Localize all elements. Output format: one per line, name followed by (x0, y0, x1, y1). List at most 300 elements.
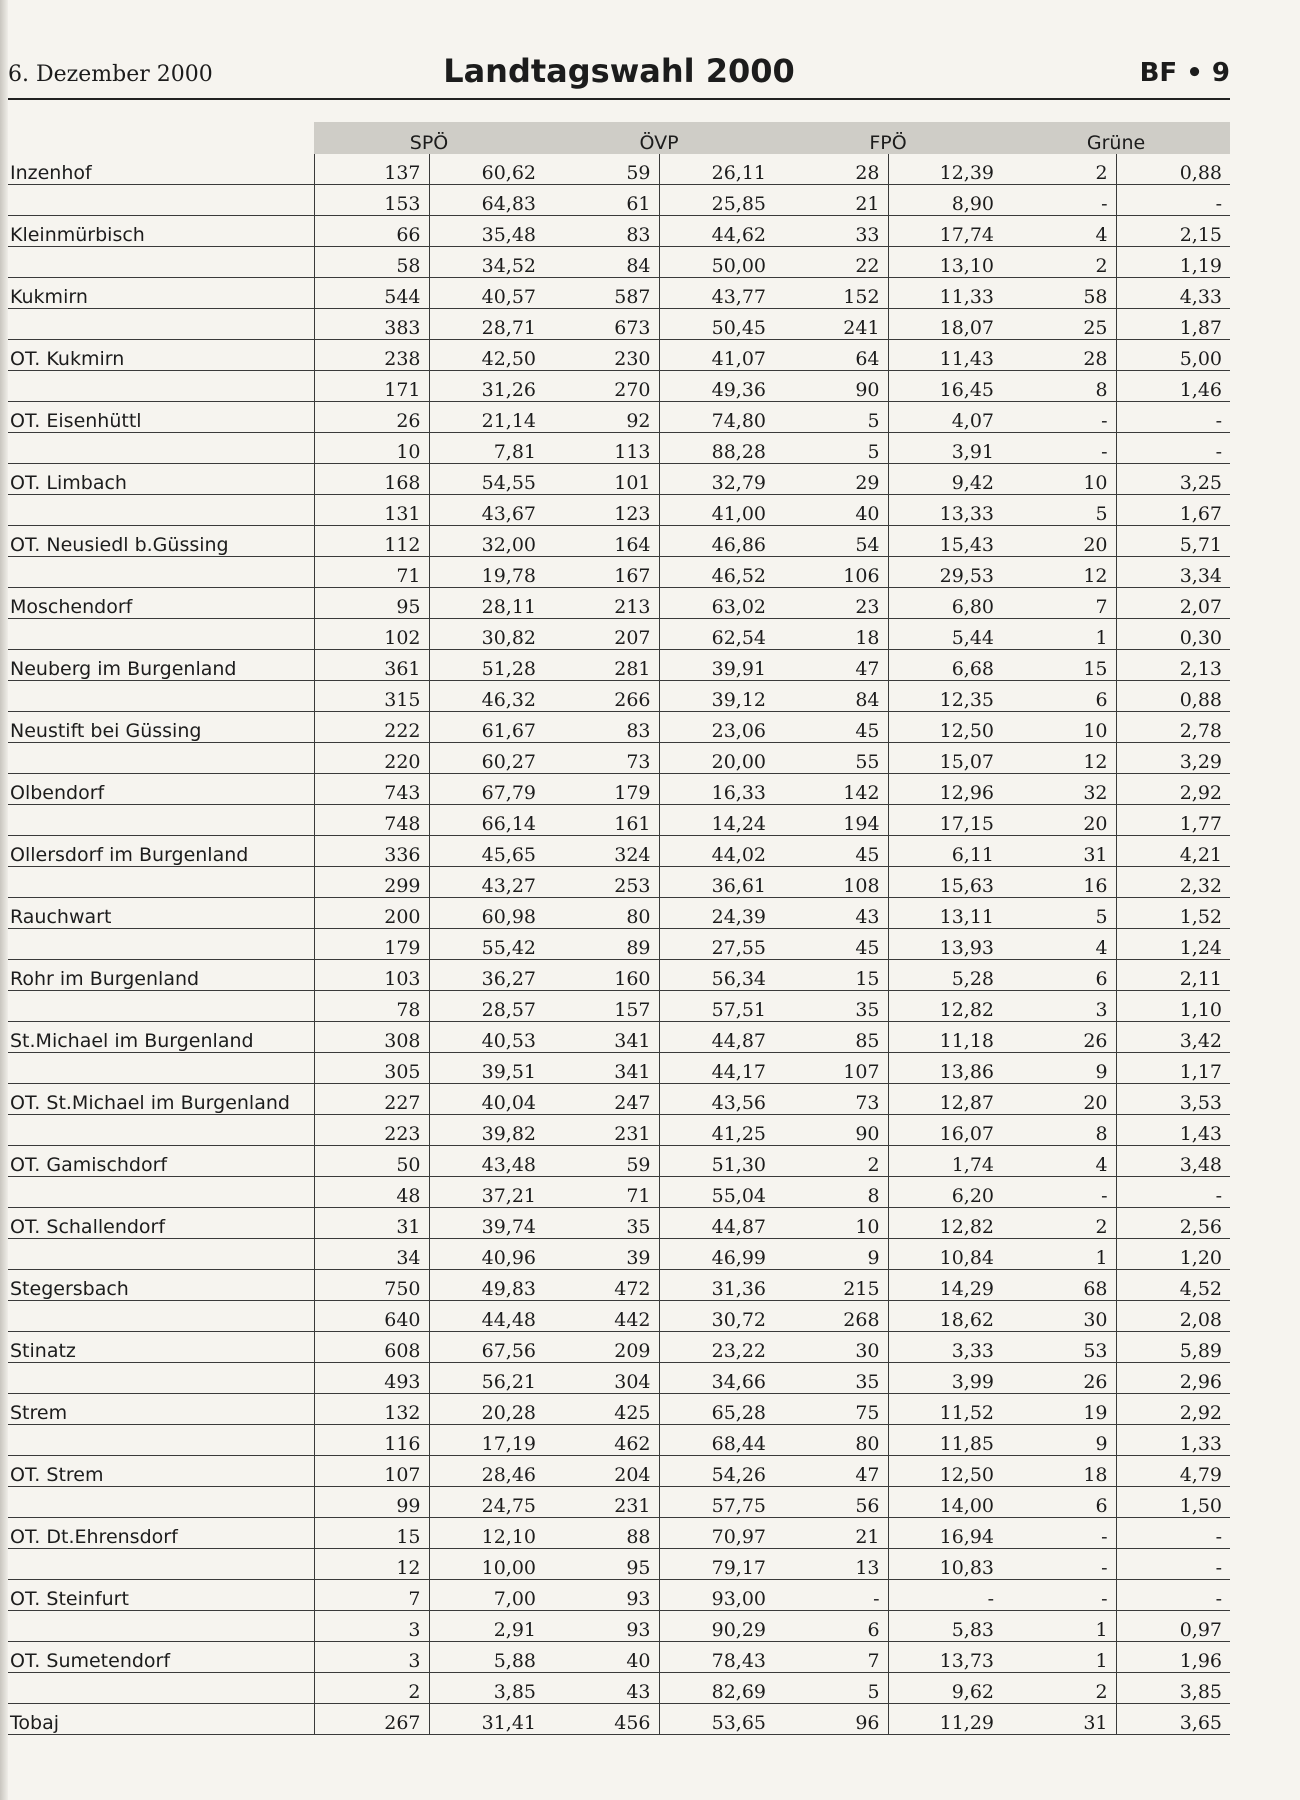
table-row (8, 1301, 1230, 1332)
grune-votes-cell: 7 (1002, 588, 1116, 619)
fpo-votes-cell: 45 (774, 712, 888, 743)
ovp-votes-cell: 59 (544, 154, 659, 185)
fpo-percent-cell: 11,18 (888, 1022, 1002, 1053)
municipality-name (8, 929, 314, 960)
ovp-percent-cell: 53,65 (659, 1704, 774, 1735)
grune-votes-cell: - (1002, 1549, 1116, 1580)
fpo-votes-cell: 13 (774, 1549, 888, 1580)
grune-percent-cell: 2,08 (1116, 1301, 1230, 1332)
ovp-votes-cell: 425 (544, 1394, 659, 1425)
spo-percent-cell: 5,88 (429, 1642, 544, 1673)
grune-percent-cell: - (1116, 402, 1230, 433)
ovp-votes-cell: 472 (544, 1270, 659, 1301)
municipality-name: Ollersdorf im Burgenland (8, 836, 314, 867)
spo-percent-cell: 60,27 (429, 743, 544, 774)
ovp-percent-cell: 78,43 (659, 1642, 774, 1673)
grune-percent-cell: 3,42 (1116, 1022, 1230, 1053)
page-edge (0, 0, 8, 1800)
spo-percent-cell: 28,46 (429, 1456, 544, 1487)
spo-votes-cell: 116 (314, 1425, 429, 1456)
grune-percent-cell: 3,25 (1116, 464, 1230, 495)
ovp-votes-cell: 92 (544, 402, 659, 433)
column-header-grune: Grüne (1002, 122, 1230, 154)
grune-votes-cell: 26 (1002, 1363, 1116, 1394)
ovp-percent-cell: 82,69 (659, 1673, 774, 1704)
table-row (8, 1332, 1230, 1363)
grune-percent-cell: 2,13 (1116, 650, 1230, 681)
ovp-percent-cell: 88,28 (659, 433, 774, 464)
table-row (8, 464, 1230, 495)
grune-votes-cell: 5 (1002, 495, 1116, 526)
municipality-name (8, 1053, 314, 1084)
ovp-percent-cell: 41,00 (659, 495, 774, 526)
fpo-percent-cell: 14,29 (888, 1270, 1002, 1301)
ovp-votes-cell: 39 (544, 1239, 659, 1270)
fpo-percent-cell: 12,82 (888, 1208, 1002, 1239)
fpo-votes-cell: - (774, 1580, 888, 1611)
grune-percent-cell: 2,56 (1116, 1208, 1230, 1239)
municipality-name: Kleinmürbisch (8, 216, 314, 247)
fpo-votes-cell: 7 (774, 1642, 888, 1673)
ovp-percent-cell: 41,25 (659, 1115, 774, 1146)
spo-votes-cell: 95 (314, 588, 429, 619)
spo-votes-cell: 112 (314, 526, 429, 557)
grune-percent-cell: 2,07 (1116, 588, 1230, 619)
spo-percent-cell: 28,71 (429, 309, 544, 340)
table-row (8, 557, 1230, 588)
table-row (8, 1611, 1230, 1642)
fpo-percent-cell: 13,86 (888, 1053, 1002, 1084)
ovp-percent-cell: 44,62 (659, 216, 774, 247)
table-row (8, 991, 1230, 1022)
spo-percent-cell: 3,85 (429, 1673, 544, 1704)
fpo-votes-cell: 28 (774, 154, 888, 185)
spo-votes-cell: 608 (314, 1332, 429, 1363)
grune-votes-cell: 4 (1002, 216, 1116, 247)
fpo-percent-cell: 12,87 (888, 1084, 1002, 1115)
ovp-votes-cell: 442 (544, 1301, 659, 1332)
spo-votes-cell: 99 (314, 1487, 429, 1518)
grune-votes-cell: - (1002, 1177, 1116, 1208)
fpo-votes-cell: 107 (774, 1053, 888, 1084)
fpo-votes-cell: 23 (774, 588, 888, 619)
ovp-percent-cell: 26,11 (659, 154, 774, 185)
grune-votes-cell: 5 (1002, 898, 1116, 929)
fpo-votes-cell: 5 (774, 1673, 888, 1704)
spo-votes-cell: 308 (314, 1022, 429, 1053)
fpo-votes-cell: 40 (774, 495, 888, 526)
spo-votes-cell: 267 (314, 1704, 429, 1735)
grune-votes-cell: 53 (1002, 1332, 1116, 1363)
ovp-votes-cell: 207 (544, 619, 659, 650)
grune-percent-cell: - (1116, 1580, 1230, 1611)
table-row (8, 960, 1230, 991)
spo-votes-cell: 137 (314, 154, 429, 185)
fpo-percent-cell: 12,35 (888, 681, 1002, 712)
table-row (8, 340, 1230, 371)
grune-percent-cell: - (1116, 1549, 1230, 1580)
ovp-votes-cell: 167 (544, 557, 659, 588)
grune-votes-cell: 28 (1002, 340, 1116, 371)
table-row (8, 1022, 1230, 1053)
municipality-name (8, 1611, 314, 1642)
municipality-name: Inzenhof (8, 154, 314, 185)
ovp-votes-cell: 40 (544, 1642, 659, 1673)
municipality-name (8, 1487, 314, 1518)
fpo-percent-cell: - (888, 1580, 1002, 1611)
ovp-percent-cell: 55,04 (659, 1177, 774, 1208)
ovp-percent-cell: 93,00 (659, 1580, 774, 1611)
spo-percent-cell: 31,26 (429, 371, 544, 402)
grune-percent-cell: 5,00 (1116, 340, 1230, 371)
grune-percent-cell: 2,11 (1116, 960, 1230, 991)
table-row (8, 681, 1230, 712)
municipality-name: OT. Neusiedl b.Güssing (8, 526, 314, 557)
ovp-votes-cell: 59 (544, 1146, 659, 1177)
ovp-votes-cell: 281 (544, 650, 659, 681)
ovp-votes-cell: 213 (544, 588, 659, 619)
ovp-votes-cell: 88 (544, 1518, 659, 1549)
page-header (8, 52, 1230, 100)
spo-votes-cell: 544 (314, 278, 429, 309)
fpo-votes-cell: 5 (774, 402, 888, 433)
fpo-percent-cell: 17,74 (888, 216, 1002, 247)
spo-percent-cell: 64,83 (429, 185, 544, 216)
fpo-votes-cell: 47 (774, 650, 888, 681)
spo-votes-cell: 750 (314, 1270, 429, 1301)
spo-percent-cell: 45,65 (429, 836, 544, 867)
ovp-percent-cell: 50,45 (659, 309, 774, 340)
table-row (8, 1239, 1230, 1270)
municipality-name: Kukmirn (8, 278, 314, 309)
spo-percent-cell: 10,00 (429, 1549, 544, 1580)
fpo-percent-cell: 5,28 (888, 960, 1002, 991)
spo-votes-cell: 66 (314, 216, 429, 247)
ovp-percent-cell: 46,99 (659, 1239, 774, 1270)
grune-percent-cell: 3,34 (1116, 557, 1230, 588)
spo-votes-cell: 336 (314, 836, 429, 867)
municipality-name (8, 619, 314, 650)
spo-votes-cell: 223 (314, 1115, 429, 1146)
municipality-name (8, 557, 314, 588)
spo-percent-cell: 39,51 (429, 1053, 544, 1084)
fpo-percent-cell: 6,80 (888, 588, 1002, 619)
table-row (8, 1518, 1230, 1549)
municipality-name: OT. Sumetendorf (8, 1642, 314, 1673)
spo-percent-cell: 40,04 (429, 1084, 544, 1115)
table-row (8, 216, 1230, 247)
ovp-percent-cell: 62,54 (659, 619, 774, 650)
spo-votes-cell: 10 (314, 433, 429, 464)
municipality-name (8, 371, 314, 402)
ovp-votes-cell: 83 (544, 216, 659, 247)
fpo-votes-cell: 35 (774, 1363, 888, 1394)
grune-votes-cell: 9 (1002, 1425, 1116, 1456)
table-row (8, 805, 1230, 836)
table-row (8, 1673, 1230, 1704)
spo-votes-cell: 168 (314, 464, 429, 495)
spo-percent-cell: 30,82 (429, 619, 544, 650)
ovp-votes-cell: 164 (544, 526, 659, 557)
fpo-percent-cell: 12,96 (888, 774, 1002, 805)
spo-percent-cell: 39,74 (429, 1208, 544, 1239)
fpo-votes-cell: 2 (774, 1146, 888, 1177)
grune-votes-cell: 6 (1002, 1487, 1116, 1518)
header-title: Landtagswahl 2000 (443, 52, 795, 90)
fpo-votes-cell: 73 (774, 1084, 888, 1115)
ovp-percent-cell: 46,52 (659, 557, 774, 588)
grune-percent-cell: 1,87 (1116, 309, 1230, 340)
fpo-percent-cell: 5,44 (888, 619, 1002, 650)
fpo-percent-cell: 15,43 (888, 526, 1002, 557)
table-row (8, 1704, 1230, 1735)
grune-percent-cell: 4,21 (1116, 836, 1230, 867)
ovp-percent-cell: 43,77 (659, 278, 774, 309)
fpo-percent-cell: 12,39 (888, 154, 1002, 185)
spo-percent-cell: 56,21 (429, 1363, 544, 1394)
ovp-percent-cell: 57,51 (659, 991, 774, 1022)
grune-votes-cell: 8 (1002, 1115, 1116, 1146)
column-header-ovp: ÖVP (544, 122, 774, 154)
grune-votes-cell: 1 (1002, 1642, 1116, 1673)
ovp-percent-cell: 25,85 (659, 185, 774, 216)
spo-percent-cell: 35,48 (429, 216, 544, 247)
spo-percent-cell: 34,52 (429, 247, 544, 278)
fpo-votes-cell: 21 (774, 1518, 888, 1549)
ovp-votes-cell: 84 (544, 247, 659, 278)
ovp-votes-cell: 341 (544, 1053, 659, 1084)
table-row (8, 1208, 1230, 1239)
grune-percent-cell: - (1116, 1518, 1230, 1549)
grune-percent-cell: 3,29 (1116, 743, 1230, 774)
municipality-name: Strem (8, 1394, 314, 1425)
spo-votes-cell: 26 (314, 402, 429, 433)
table-row (8, 185, 1230, 216)
fpo-percent-cell: 16,94 (888, 1518, 1002, 1549)
table-row (8, 371, 1230, 402)
table-row (8, 836, 1230, 867)
spo-votes-cell: 220 (314, 743, 429, 774)
grune-votes-cell: 10 (1002, 712, 1116, 743)
ovp-votes-cell: 73 (544, 743, 659, 774)
municipality-name (8, 309, 314, 340)
ovp-votes-cell: 95 (544, 1549, 659, 1580)
grune-percent-cell: 2,92 (1116, 1394, 1230, 1425)
fpo-percent-cell: 13,73 (888, 1642, 1002, 1673)
ovp-percent-cell: 32,79 (659, 464, 774, 495)
table-row (8, 1425, 1230, 1456)
fpo-votes-cell: 15 (774, 960, 888, 991)
municipality-name (8, 185, 314, 216)
grune-percent-cell: 2,96 (1116, 1363, 1230, 1394)
grune-votes-cell: 25 (1002, 309, 1116, 340)
ovp-votes-cell: 113 (544, 433, 659, 464)
spo-percent-cell: 43,27 (429, 867, 544, 898)
grune-votes-cell: 15 (1002, 650, 1116, 681)
grune-percent-cell: 4,33 (1116, 278, 1230, 309)
grune-votes-cell: 1 (1002, 1611, 1116, 1642)
table-row (8, 774, 1230, 805)
ovp-percent-cell: 79,17 (659, 1549, 774, 1580)
ovp-percent-cell: 51,30 (659, 1146, 774, 1177)
ovp-votes-cell: 266 (544, 681, 659, 712)
grune-percent-cell: 3,48 (1116, 1146, 1230, 1177)
grune-percent-cell: - (1116, 433, 1230, 464)
table-row (8, 743, 1230, 774)
table-row (8, 1549, 1230, 1580)
spo-votes-cell: 12 (314, 1549, 429, 1580)
grune-votes-cell: 2 (1002, 1208, 1116, 1239)
ovp-votes-cell: 270 (544, 371, 659, 402)
fpo-votes-cell: 47 (774, 1456, 888, 1487)
table-row (8, 247, 1230, 278)
grune-percent-cell: 1,19 (1116, 247, 1230, 278)
table-row (8, 1177, 1230, 1208)
ovp-percent-cell: 39,12 (659, 681, 774, 712)
fpo-votes-cell: 43 (774, 898, 888, 929)
fpo-votes-cell: 45 (774, 836, 888, 867)
grune-votes-cell: 20 (1002, 1084, 1116, 1115)
header-page-number: BF • 9 (1139, 58, 1230, 88)
municipality-name (8, 681, 314, 712)
ovp-votes-cell: 209 (544, 1332, 659, 1363)
fpo-votes-cell: 8 (774, 1177, 888, 1208)
ovp-percent-cell: 54,26 (659, 1456, 774, 1487)
ovp-percent-cell: 50,00 (659, 247, 774, 278)
grune-percent-cell: - (1116, 1177, 1230, 1208)
grune-votes-cell: 1 (1002, 619, 1116, 650)
ovp-votes-cell: 80 (544, 898, 659, 929)
fpo-votes-cell: 21 (774, 185, 888, 216)
municipality-name (8, 1425, 314, 1456)
grune-percent-cell: 1,10 (1116, 991, 1230, 1022)
grune-percent-cell: 2,15 (1116, 216, 1230, 247)
fpo-percent-cell: 16,45 (888, 371, 1002, 402)
ovp-votes-cell: 231 (544, 1115, 659, 1146)
grune-votes-cell: 6 (1002, 681, 1116, 712)
grune-percent-cell: 2,32 (1116, 867, 1230, 898)
spo-percent-cell: 44,48 (429, 1301, 544, 1332)
municipality-name: Neuberg im Burgenland (8, 650, 314, 681)
grune-percent-cell: 1,46 (1116, 371, 1230, 402)
grune-percent-cell: 4,52 (1116, 1270, 1230, 1301)
ovp-votes-cell: 230 (544, 340, 659, 371)
fpo-votes-cell: 45 (774, 929, 888, 960)
fpo-percent-cell: 18,62 (888, 1301, 1002, 1332)
fpo-votes-cell: 84 (774, 681, 888, 712)
spo-percent-cell: 42,50 (429, 340, 544, 371)
ovp-percent-cell: 49,36 (659, 371, 774, 402)
grune-votes-cell: 2 (1002, 154, 1116, 185)
ovp-votes-cell: 253 (544, 867, 659, 898)
grune-votes-cell: 8 (1002, 371, 1116, 402)
spo-percent-cell: 60,62 (429, 154, 544, 185)
table-row (8, 1394, 1230, 1425)
spo-percent-cell: 36,27 (429, 960, 544, 991)
ovp-percent-cell: 57,75 (659, 1487, 774, 1518)
spo-votes-cell: 171 (314, 371, 429, 402)
municipality-name: Stegersbach (8, 1270, 314, 1301)
ovp-percent-cell: 44,02 (659, 836, 774, 867)
ovp-percent-cell: 46,86 (659, 526, 774, 557)
header-date: 6. Dezember 2000 (8, 62, 213, 87)
municipality-name: Stinatz (8, 1332, 314, 1363)
spo-percent-cell: 28,11 (429, 588, 544, 619)
municipality-name (8, 247, 314, 278)
table-row (8, 1363, 1230, 1394)
table-row (8, 402, 1230, 433)
table-row (8, 526, 1230, 557)
ovp-votes-cell: 587 (544, 278, 659, 309)
ovp-percent-cell: 41,07 (659, 340, 774, 371)
municipality-name: OT. Eisenhüttl (8, 402, 314, 433)
grune-votes-cell: 20 (1002, 526, 1116, 557)
spo-votes-cell: 71 (314, 557, 429, 588)
spo-percent-cell: 32,00 (429, 526, 544, 557)
grune-percent-cell: 1,17 (1116, 1053, 1230, 1084)
spo-percent-cell: 7,81 (429, 433, 544, 464)
municipality-name: OT. Gamischdorf (8, 1146, 314, 1177)
grune-votes-cell: 4 (1002, 929, 1116, 960)
ovp-percent-cell: 23,22 (659, 1332, 774, 1363)
municipality-name (8, 991, 314, 1022)
ovp-percent-cell: 44,17 (659, 1053, 774, 1084)
fpo-percent-cell: 11,29 (888, 1704, 1002, 1735)
ovp-votes-cell: 179 (544, 774, 659, 805)
spo-percent-cell: 7,00 (429, 1580, 544, 1611)
fpo-votes-cell: 96 (774, 1704, 888, 1735)
ovp-votes-cell: 673 (544, 309, 659, 340)
grune-percent-cell: 1,52 (1116, 898, 1230, 929)
municipality-name: OT. Kukmirn (8, 340, 314, 371)
municipality-name: St.Michael im Burgenland (8, 1022, 314, 1053)
spo-votes-cell: 103 (314, 960, 429, 991)
fpo-votes-cell: 80 (774, 1425, 888, 1456)
municipality-name (8, 495, 314, 526)
fpo-percent-cell: 11,85 (888, 1425, 1002, 1456)
ovp-votes-cell: 462 (544, 1425, 659, 1456)
municipality-name (8, 1115, 314, 1146)
grune-votes-cell: 68 (1002, 1270, 1116, 1301)
spo-votes-cell: 132 (314, 1394, 429, 1425)
spo-votes-cell: 153 (314, 185, 429, 216)
municipality-name: Olbendorf (8, 774, 314, 805)
results-table (8, 122, 1230, 1735)
spo-percent-cell: 24,75 (429, 1487, 544, 1518)
ovp-percent-cell: 36,61 (659, 867, 774, 898)
spo-votes-cell: 131 (314, 495, 429, 526)
spo-votes-cell: 107 (314, 1456, 429, 1487)
ovp-percent-cell: 70,97 (659, 1518, 774, 1549)
spo-votes-cell: 102 (314, 619, 429, 650)
spo-votes-cell: 305 (314, 1053, 429, 1084)
spo-percent-cell: 55,42 (429, 929, 544, 960)
grune-votes-cell: 12 (1002, 743, 1116, 774)
ovp-votes-cell: 101 (544, 464, 659, 495)
municipality-name: OT. Schallendorf (8, 1208, 314, 1239)
fpo-percent-cell: 5,83 (888, 1611, 1002, 1642)
table-row (8, 1084, 1230, 1115)
grune-votes-cell: 20 (1002, 805, 1116, 836)
grune-percent-cell: 2,92 (1116, 774, 1230, 805)
fpo-votes-cell: 194 (774, 805, 888, 836)
grune-percent-cell: 5,89 (1116, 1332, 1230, 1363)
ovp-percent-cell: 14,24 (659, 805, 774, 836)
municipality-name: Neustift bei Güssing (8, 712, 314, 743)
table-row (8, 619, 1230, 650)
ovp-votes-cell: 93 (544, 1580, 659, 1611)
spo-votes-cell: 315 (314, 681, 429, 712)
